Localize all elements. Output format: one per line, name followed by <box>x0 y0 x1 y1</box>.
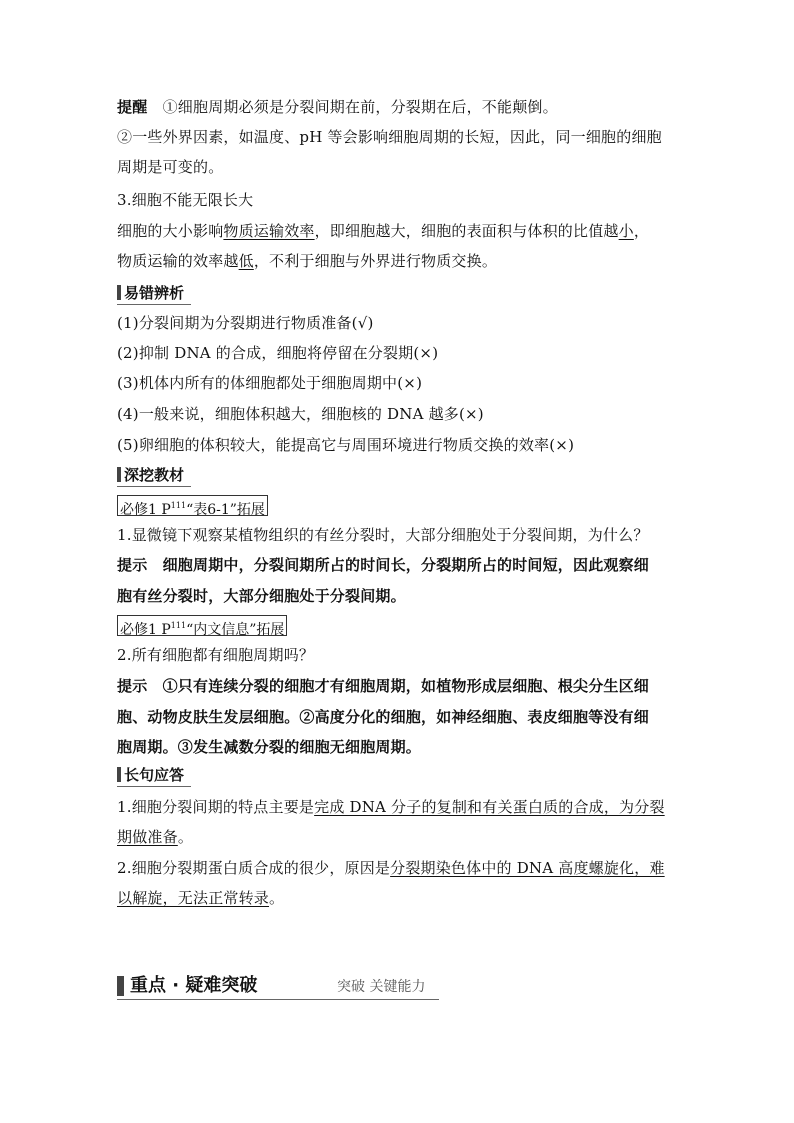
para-text: ，即细胞越大，细胞的表面积与体积的比值越 <box>314 222 619 240</box>
ext-text: “表6-1”拓展 <box>186 502 265 518</box>
underlined-answer: 低 <box>238 252 254 270</box>
section-title: 重点 · 疑难突破 <box>130 975 258 996</box>
section-block-icon <box>117 976 124 996</box>
ext-text: 必修1 P <box>120 622 171 638</box>
tip-text-1: ①细胞周期必须是分裂间期在前，分裂期在后，不能颠倒。 <box>162 98 558 116</box>
extension-tag-1 <box>117 495 268 516</box>
section-subtitle: 突破 关键能力 <box>337 979 426 995</box>
long-text: 。 <box>177 828 194 846</box>
error-item: (4)一般来说，细胞体积越大，细胞核的 DNA 越多(×) <box>117 405 484 423</box>
underlined-answer: 完成 DNA 分子的复制和有关蛋白质的合成，为分裂 <box>314 798 665 816</box>
long-q2-line-1 <box>117 858 665 878</box>
error-item: (1)分裂间期为分裂期进行物质准备(√) <box>117 314 374 332</box>
underlined-answer: 以解旋，无法正常转录 <box>117 889 270 907</box>
header-rule <box>117 786 191 787</box>
section-bar-icon <box>117 285 121 300</box>
errors-header <box>117 283 184 303</box>
error-item: (2)抑制 DNA 的合成，细胞将停留在分裂期(×) <box>117 344 439 362</box>
long-answer-title: 长句应答 <box>124 766 185 784</box>
para-text: ， <box>633 222 650 240</box>
long-q1-line-2 <box>117 827 193 847</box>
long-answer-header <box>117 765 184 785</box>
long-text: 2.细胞分裂期蛋白质合成的很少，原因是 <box>117 859 391 877</box>
ext-text: 必修1 P <box>120 502 171 518</box>
header-rule <box>117 304 191 305</box>
underlined-answer: 期做准备 <box>117 828 178 846</box>
long-text: 。 <box>269 889 285 907</box>
section-banner <box>117 974 439 998</box>
ext-text: “内文信息”拓展 <box>186 622 285 638</box>
section-bar-icon <box>117 767 121 782</box>
question-2: 2.所有细胞都有细胞周期吗？ <box>117 646 315 664</box>
long-q2-line-2 <box>117 888 284 908</box>
heading-cell-size: 3.细胞不能无限长大 <box>117 191 254 209</box>
tip-label: 提醒 <box>117 98 148 116</box>
textbook-header <box>117 465 184 485</box>
tip-line-2: ②一些外界因素，如温度、pH 等会影响细胞周期的长短，因此，同一细胞的细胞 <box>117 128 662 146</box>
extension-tag-2 <box>117 615 287 636</box>
ext-sup: 111 <box>170 621 187 630</box>
tip-line-1 <box>117 97 558 117</box>
header-rule <box>117 486 191 487</box>
underlined-answer: 物质运输效率 <box>223 222 315 240</box>
underlined-answer: 分裂期染色体中的 DNA 高度螺旋化，难 <box>390 859 665 877</box>
error-item: (5)卵细胞的体积较大，能提高它与周围环境进行物质交换的效率(×) <box>117 436 575 454</box>
para-text: 细胞的大小影响 <box>117 222 224 240</box>
para-text: 物质运输的效率越 <box>117 252 239 270</box>
answer-2-line-3: 胞周期。③发生减数分裂的细胞无细胞周期。 <box>117 738 422 756</box>
question-1: 1.显微镜下观察某植物组织的有丝分裂时，大部分细胞处于分裂间期，为什么？ <box>117 526 649 544</box>
underlined-answer: 小 <box>618 222 634 240</box>
error-item: (3)机体内所有的体细胞都处于细胞周期中(×) <box>117 374 423 392</box>
long-q1-line-1 <box>117 797 665 817</box>
long-text: 1.细胞分裂间期的特点主要是 <box>117 798 315 816</box>
answer-1-line-1: 提示 细胞周期中，分裂间期所占的时间长，分裂期所占的时间短，因此观察细 <box>117 556 650 574</box>
ext-sup: 111 <box>170 501 187 510</box>
errors-title: 易错辨析 <box>124 284 185 302</box>
para-line-2 <box>117 251 497 271</box>
tip-line-3: 周期是可变的。 <box>117 158 224 176</box>
para-line-1 <box>117 221 649 241</box>
answer-1-line-2: 胞有丝分裂时，大部分细胞处于分裂间期。 <box>117 587 406 605</box>
section-rule <box>117 999 439 1000</box>
section-bar-icon <box>117 467 121 482</box>
answer-2-line-1: 提示 ①只有连续分裂的细胞才有细胞周期，如植物形成层细胞、根尖分生区细 <box>117 677 650 695</box>
para-text: ，不利于细胞与外界进行物质交换。 <box>253 252 498 270</box>
textbook-title: 深挖教材 <box>124 466 185 484</box>
answer-2-line-2: 胞、动物皮肤生发层细胞。②高度分化的细胞，如神经细胞、表皮细胞等没有细 <box>117 708 650 726</box>
